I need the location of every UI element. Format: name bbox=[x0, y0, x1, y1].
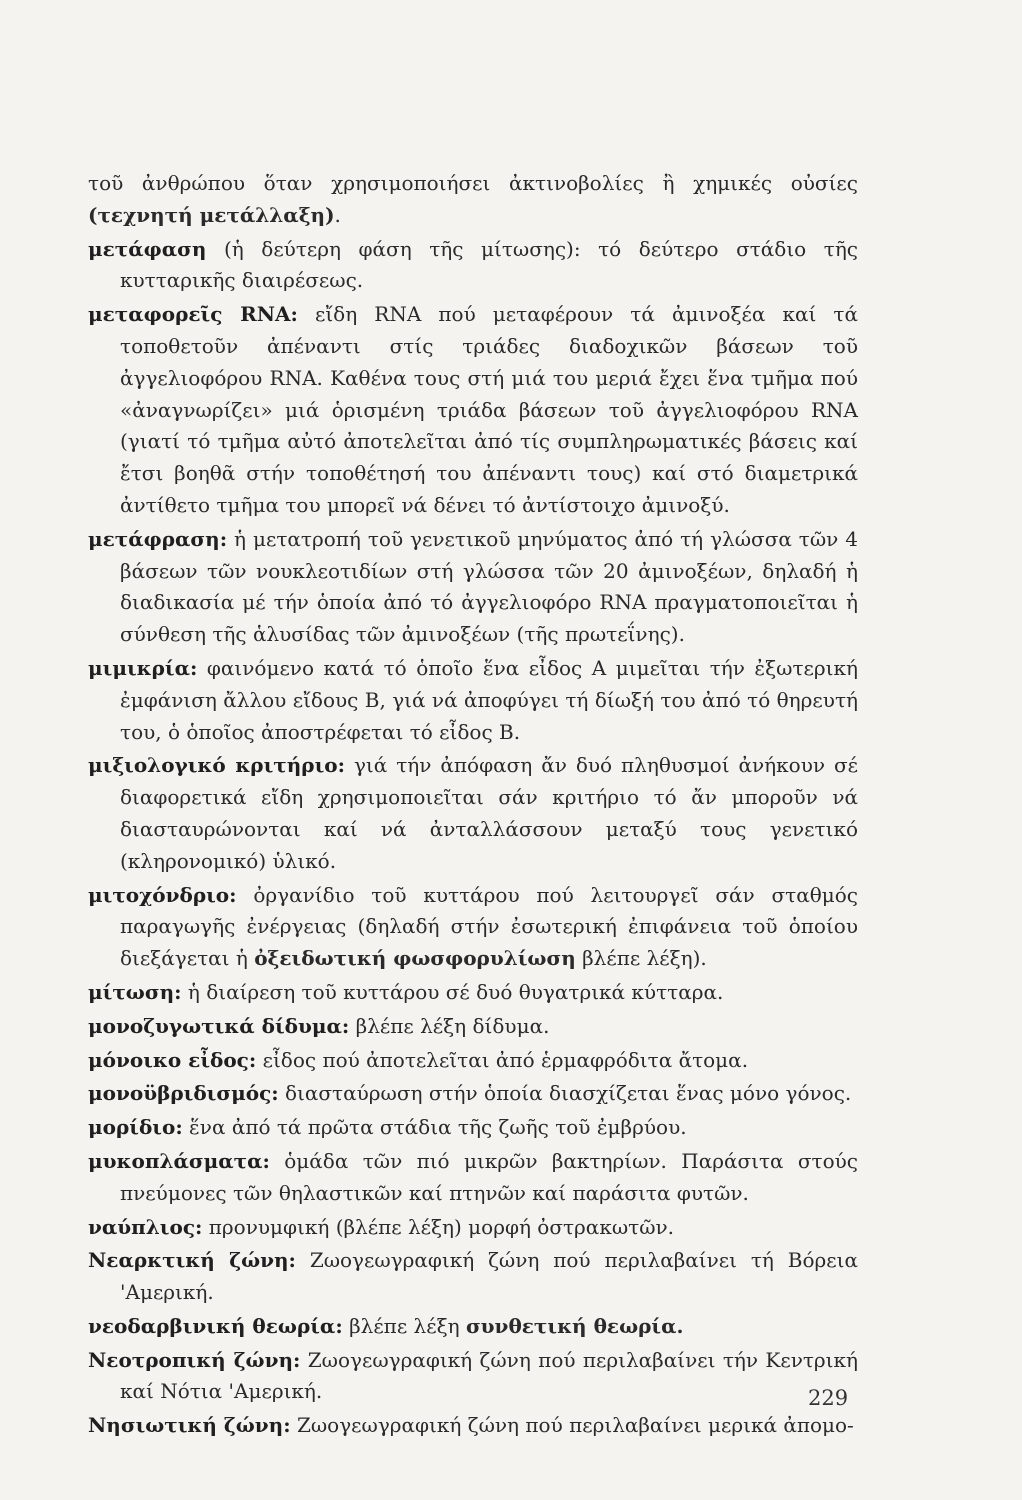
entry-text: ὁμάδα τῶν πιό μικρῶν βακτηρίων. Παράσιτα στούς πνεύμονες τῶν θηλαστικῶν καί πτηνῶν καί παράσιτα φυτῶν. bbox=[120, 1148, 858, 1205]
entry-text: προνυμφική (βλέπε λέξη) μορφή ὀστρακωτῶν. bbox=[202, 1214, 675, 1239]
page-number: 229 bbox=[808, 1386, 849, 1410]
glossary-entry bbox=[88, 977, 858, 1009]
glossary-entry bbox=[88, 1011, 858, 1043]
glossary-entry bbox=[88, 1045, 858, 1077]
entry-text: ἕνα ἀπό τά πρῶτα στάδια τῆς ζωῆς τοῦ ἐμβρύου. bbox=[182, 1115, 687, 1140]
entry-term: νεοδαρβινική θεωρία: bbox=[88, 1313, 343, 1338]
entry-text: εἶδος πού ἀποτελεῖται ἀπό ἑρμαφρόδιτα ἄτομα. bbox=[256, 1047, 749, 1072]
entry-text: Ζωογεωγραφική ζώνη πού περιλαβαίνει τή Βόρεια 'Αμερική. bbox=[120, 1248, 858, 1305]
entry-bold-text: (τεχνητή μετάλλαξη) bbox=[88, 202, 335, 227]
entry-term: μονοζυγωτικά δίδυμα: bbox=[88, 1013, 350, 1038]
glossary-entry bbox=[88, 1112, 858, 1144]
glossary-entry bbox=[88, 1212, 858, 1244]
entry-after-text: . bbox=[334, 202, 341, 227]
entry-after-text: βλέπε λέξη). bbox=[575, 946, 707, 971]
entry-term: μυκοπλάσματα: bbox=[88, 1148, 270, 1173]
glossary-entry bbox=[88, 524, 858, 651]
entry-text: Ζωογεωγραφική ζώνη πού περιλαβαίνει τήν Κεντρική καί Νότια 'Αμερική. bbox=[120, 1347, 858, 1404]
entry-text: τοῦ ἀνθρώπου ὅταν χρησιμοποιήσει ἀκτινοβολίες ἢ χημικές οὐσίες bbox=[88, 171, 858, 195]
glossary-entry bbox=[88, 1245, 858, 1309]
glossary-entry bbox=[88, 653, 858, 748]
entry-text: γιά τήν ἀπόφαση ἄν δυό πληθυσμοί ἀνήκουν σέ διαφορετικά εἴδη χρησιμοποιεῖται σάν κριτήριο τό ἄν μποροῦν νά διασταυρώνονται καί νά ἀνταλλάσσουν μεταξύ τους γενετικό (κληρονομικό) ὑλικό. bbox=[120, 753, 858, 873]
entry-text: βλέπε λέξη δίδυμα. bbox=[349, 1013, 550, 1038]
entry-term: μετάφαση bbox=[88, 236, 207, 261]
entry-term: μετάφραση: bbox=[88, 526, 228, 551]
entry-text: φαινόμενο κατά τό ὁποῖο ἕνα εἶδος Α μιμεῖται τήν ἐξωτερική ἐμφάνιση ἄλλου εἴδους Β, γιά νά ἀποφύγει τή δίωξή του ἀπό τό θηρευτή του, ὁ ὁποῖος ἀποστρέφεται τό εἶδος Β. bbox=[120, 655, 858, 744]
entry-term: μόνοικο εἶδος: bbox=[88, 1047, 257, 1072]
entry-term: μιξιολογικό κριτήριο: bbox=[88, 753, 345, 778]
glossary-entry bbox=[88, 1345, 858, 1409]
glossary-entry bbox=[88, 1410, 858, 1442]
glossary-entry bbox=[88, 880, 858, 975]
entry-text: ὀργανίδιο τοῦ κυττάρου πού λειτουργεῖ σάν σταθμός παραγωγῆς ἐνέργειας (δηλαδή στήν ἐσωτερική ἐπιφάνεια τοῦ ὁποίου διεξάγεται ἡ bbox=[120, 882, 858, 971]
glossary-entry bbox=[88, 234, 858, 298]
entry-text: διασταύρωση στήν ὁποία διασχίζεται ἕνας μόνο γόνος. bbox=[278, 1081, 852, 1106]
entry-text: (ἡ δεύτερη φάση τῆς μίτωσης): τό δεύτερο στάδιο τῆς κυτταρικῆς διαιρέσεως. bbox=[120, 236, 858, 293]
entry-term: μονοϋβριδισμός: bbox=[88, 1081, 279, 1106]
entry-term: Νησιωτική ζώνη: bbox=[88, 1413, 291, 1438]
entry-term: Νεοτροπική ζώνη: bbox=[88, 1347, 301, 1372]
glossary-entry-continuation bbox=[88, 168, 858, 232]
glossary-entry bbox=[88, 750, 858, 877]
glossary-entry bbox=[88, 1078, 858, 1110]
entry-text: Ζωογεωγραφική ζώνη πού περιλαβαίνει μερικά ἀπομο- bbox=[290, 1413, 854, 1438]
entry-term: μίτωση: bbox=[88, 979, 182, 1004]
entry-term: μιτοχόνδριο: bbox=[88, 882, 237, 907]
entry-term: μεταφορεῖς RNA: bbox=[88, 302, 298, 327]
glossary-entry bbox=[88, 1311, 858, 1343]
entry-text: ἡ διαίρεση τοῦ κυττάρου σέ δυό θυγατρικά κύτταρα. bbox=[181, 979, 724, 1004]
glossary-entry bbox=[88, 1146, 858, 1210]
entry-term: Νεαρκτική ζώνη: bbox=[88, 1248, 296, 1273]
entry-text: εἴδη RNA πού μεταφέρουν τά ἀμινοξέα καί τά τοποθετοῦν ἀπέναντι στίς τριάδες διαδοχικῶν βάσεων τοῦ ἀγγελιοφόρου RNA. Καθένα τους στή μιά του μεριά ἔχει ἕνα τμῆμα πού «ἀναγνωρίζει» μιά ὁρισμένη τριάδα βάσεων τοῦ ἀγγελιοφόρου RNA (γιατί τό τμῆμα αὐτό ἀποτελεῖται ἀπό τίς συμπληρωματικές βάσεις καί ἔτσι βοηθᾶ στήν τοποθέτησή του ἀπέναντι τους) καί στό διαμετρικά ἀντίθετο τμῆμα του μπορεῖ νά δένει τό ἀντίστοιχο ἀμινοξύ. bbox=[120, 302, 858, 517]
entry-term: ναύπλιος: bbox=[88, 1214, 203, 1239]
entry-text: βλέπε λέξη bbox=[342, 1313, 466, 1338]
entry-bold-text: συνθετική θεωρία. bbox=[465, 1313, 684, 1338]
glossary-text bbox=[88, 168, 858, 1444]
entry-bold-text: ὀξειδωτική φωσφορυλίωση bbox=[254, 946, 576, 971]
entry-term: μορίδιο: bbox=[88, 1115, 183, 1140]
entry-text: ἡ μετατροπή τοῦ γενετικοῦ μηνύματος ἀπό τή γλώσσα τῶν 4 βάσεων τῶν νουκλεοτιδίων στή γλώσσα τῶν 20 ἀμινοξέων, δηλαδή ἡ διαδικασία μέ τήν ὁποία ἀπό τό ἀγγελιοφόρο RNA πραγματοποιεῖται ἡ σύνθεση τῆς ἁλυσίδας τῶν ἀμινοξέων (τῆς πρωτεΐνης). bbox=[120, 526, 858, 647]
entry-term: μιμικρία: bbox=[88, 655, 198, 680]
glossary-entry bbox=[88, 299, 858, 522]
